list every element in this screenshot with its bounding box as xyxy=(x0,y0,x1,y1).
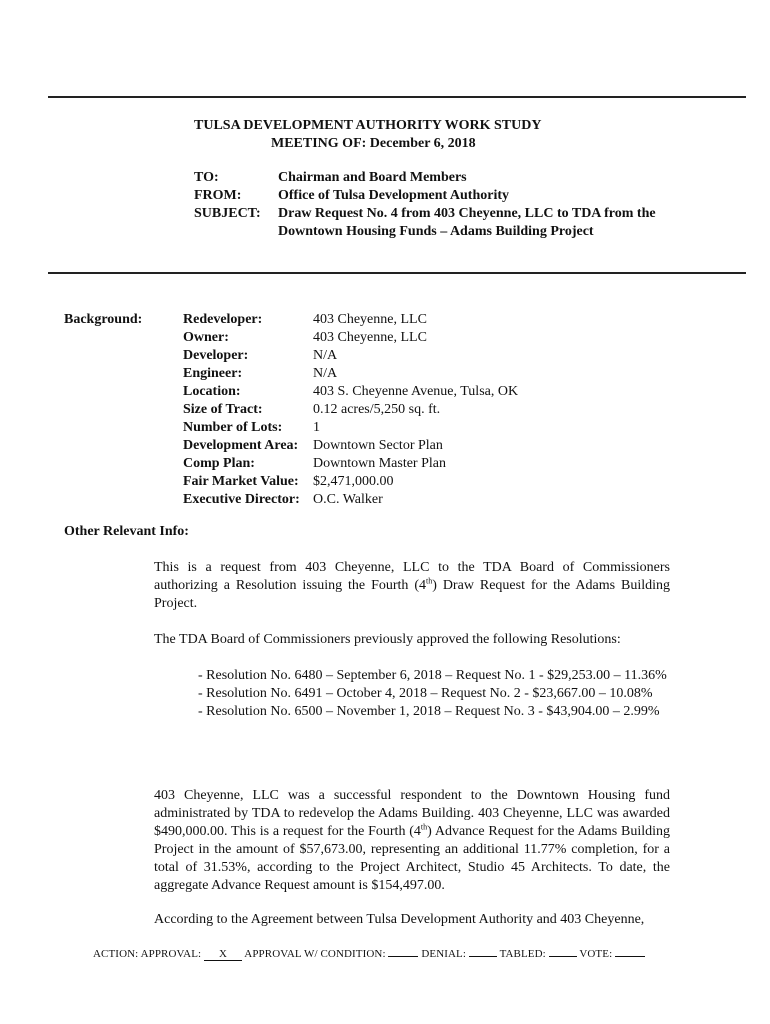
detail-label: Redeveloper: xyxy=(183,312,263,327)
to-label: TO: xyxy=(194,170,219,185)
subject-line-2: Downtown Housing Funds – Adams Building Project xyxy=(278,224,594,239)
meeting-date: MEETING OF: December 6, 2018 xyxy=(271,136,476,151)
detail-label: Owner: xyxy=(183,330,229,345)
award-ordinal: th xyxy=(420,822,428,832)
detail-label: Executive Director: xyxy=(183,492,300,507)
detail-value: 403 S. Cheyenne Avenue, Tulsa, OK xyxy=(313,384,519,399)
denial-label: DENIAL: xyxy=(421,948,467,960)
approval-blank[interactable]: X xyxy=(204,948,242,961)
award-text-b: ) Advance Request for the Adams Building Project in the amount of $57,673.00, representing an additional 11.77% completion, for a total of 31.53%, according to the Project Architect, Studio 45 Architects. To date, the aggregate Advance Request amount is $154,497.00. xyxy=(154,824,671,893)
detail-label: Developer: xyxy=(183,348,249,363)
resolution-item: - Resolution No. 6491 – October 4, 2018 – Request No. 2 - $23,667.00 – 10.08% xyxy=(198,686,653,701)
detail-value: 403 Cheyenne, LLC xyxy=(313,330,427,345)
background-label: Background: xyxy=(64,312,143,327)
action-footer xyxy=(93,948,645,961)
detail-label: Location: xyxy=(183,384,241,399)
detail-value: N/A xyxy=(313,348,338,363)
detail-value: Downtown Sector Plan xyxy=(313,438,443,453)
other-info-label: Other Relevant Info: xyxy=(64,524,189,539)
detail-value: O.C. Walker xyxy=(313,492,383,507)
from-value: Office of Tulsa Development Authority xyxy=(278,188,509,203)
award-paragraph xyxy=(154,787,670,895)
agreement-paragraph: According to the Agreement between Tulsa Development Authority and 403 Cheyenne, xyxy=(154,912,645,927)
detail-value: $2,471,000.00 xyxy=(313,474,394,489)
to-value: Chairman and Board Members xyxy=(278,170,467,185)
approval-label: APPROVAL: xyxy=(140,948,202,960)
request-text-a: This is a request from 403 Cheyenne, LLC to the TDA Board of Commissioners authorizing a Resolution issuing the Fourth (4 xyxy=(154,560,670,593)
detail-value: N/A xyxy=(313,366,338,381)
tabled-label: TABLED: xyxy=(499,948,546,960)
vote-label: VOTE: xyxy=(579,948,613,960)
detail-value: 403 Cheyenne, LLC xyxy=(313,312,427,327)
detail-label: Fair Market Value: xyxy=(183,474,299,489)
approval-conditions-blank[interactable] xyxy=(388,956,418,957)
detail-value: Downtown Master Plan xyxy=(313,456,446,471)
resolution-item: - Resolution No. 6480 – September 6, 2018 – Request No. 1 - $29,253.00 – 11.36% xyxy=(198,668,667,683)
header-divider xyxy=(48,272,746,274)
action-label: ACTION: xyxy=(93,948,139,960)
prior-resolutions-intro: The TDA Board of Commissioners previously approved the following Resolutions: xyxy=(154,632,621,647)
resolution-item: - Resolution No. 6500 – November 1, 2018 – Request No. 3 - $43,904.00 – 2.99% xyxy=(198,704,660,719)
denial-blank[interactable] xyxy=(469,956,497,957)
approval-conditions-label: APPROVAL W/ CONDITION: xyxy=(244,948,386,960)
request-ordinal: th xyxy=(426,576,433,586)
top-divider xyxy=(48,96,746,98)
detail-label: Comp Plan: xyxy=(183,456,255,471)
tabled-blank[interactable] xyxy=(549,956,577,957)
document-title: TULSA DEVELOPMENT AUTHORITY WORK STUDY xyxy=(194,118,542,133)
detail-label: Engineer: xyxy=(183,366,243,381)
detail-label: Development Area: xyxy=(183,438,299,453)
from-label: FROM: xyxy=(194,188,242,203)
award-text-a: 403 Cheyenne, LLC was a successful respondent to the Downtown Housing fund administrated by TDA to redevelop the Adams Building. 403 Cheyenne, LLC was awarded $490,000.00. This is a request for the Fourth (4 xyxy=(154,788,670,839)
vote-blank[interactable] xyxy=(615,956,645,957)
detail-value: 1 xyxy=(313,420,320,435)
detail-label: Size of Tract: xyxy=(183,402,263,417)
request-paragraph xyxy=(154,559,670,613)
request-text-b: ) Draw Request for the Adams Building Project. xyxy=(154,578,670,611)
detail-value: 0.12 acres/5,250 sq. ft. xyxy=(313,402,441,417)
detail-label: Number of Lots: xyxy=(183,420,283,435)
resolutions-list xyxy=(198,667,670,721)
subject-label: SUBJECT: xyxy=(194,206,261,221)
subject-line-1: Draw Request No. 4 from 403 Cheyenne, LLC to TDA from the xyxy=(278,206,656,221)
